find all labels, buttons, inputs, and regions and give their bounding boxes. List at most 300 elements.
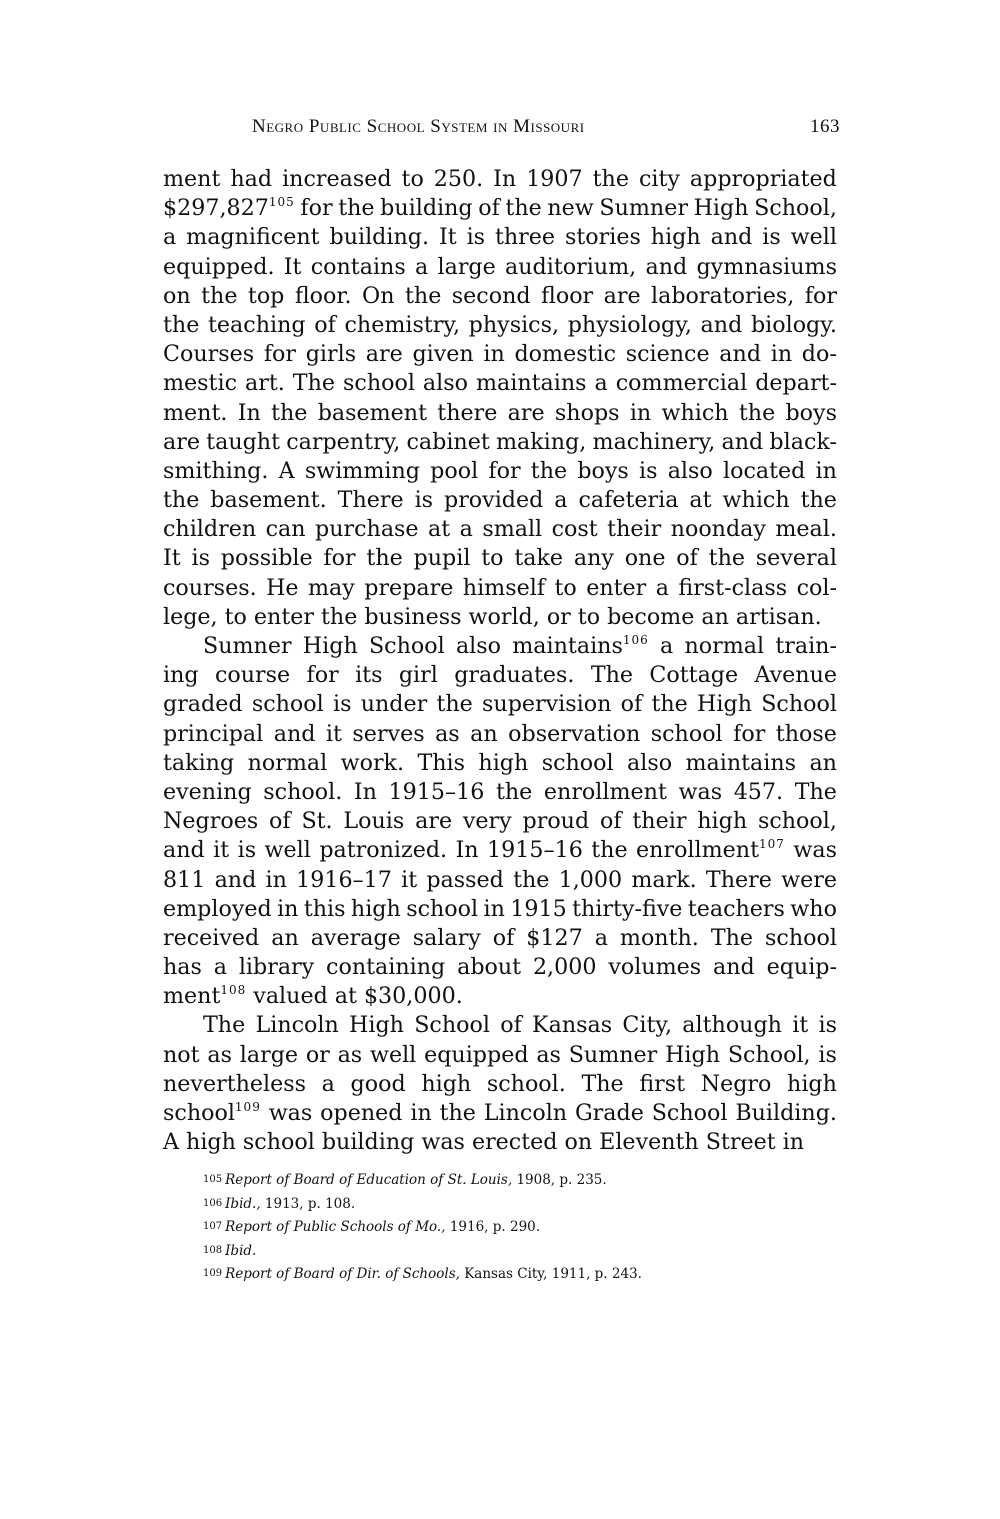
word: take xyxy=(514,545,564,572)
word: at xyxy=(334,983,357,1010)
word: to xyxy=(554,574,577,601)
footnote-number: 105 xyxy=(203,1174,223,1185)
word: A xyxy=(278,457,295,484)
word: equipped xyxy=(424,1041,529,1068)
text-line xyxy=(163,574,837,603)
word: making, xyxy=(495,428,587,455)
word: machinery, xyxy=(592,428,716,455)
word: their xyxy=(607,516,662,543)
word: 1915 xyxy=(510,895,567,922)
word: supervision xyxy=(482,691,612,718)
word: normal xyxy=(684,633,765,659)
word: enter xyxy=(586,574,647,601)
footnote-ref: 105 xyxy=(268,195,295,210)
word: increased xyxy=(282,166,392,192)
word: physics, xyxy=(468,311,560,338)
word: a xyxy=(459,516,473,543)
text-line xyxy=(163,1099,837,1128)
word: this xyxy=(303,895,346,922)
word: is xyxy=(332,691,352,718)
word: school xyxy=(541,749,614,776)
word: children xyxy=(163,516,257,543)
word: and xyxy=(713,954,755,981)
word: city xyxy=(638,166,680,192)
word: high xyxy=(186,1129,236,1156)
word: on xyxy=(564,1129,593,1156)
footnote-number: 108 xyxy=(203,1244,223,1256)
word: first-class xyxy=(678,574,788,601)
word: or xyxy=(546,603,571,630)
word: the xyxy=(530,457,568,484)
word: library xyxy=(238,954,315,981)
word: High xyxy=(349,1012,404,1039)
word: taught xyxy=(206,428,281,455)
word: as xyxy=(337,1041,363,1068)
text-line xyxy=(163,1041,837,1070)
word: a xyxy=(554,487,568,514)
word: to xyxy=(401,166,424,192)
word: Sumner xyxy=(568,1041,658,1068)
word: ment xyxy=(163,166,221,192)
text-line xyxy=(163,544,837,573)
word: shops xyxy=(554,399,620,426)
word: maintains$^{106}$ xyxy=(512,633,649,659)
word: first xyxy=(639,1070,686,1097)
word: swimming xyxy=(304,457,420,484)
word: the xyxy=(591,837,628,864)
word: smithing. xyxy=(163,457,269,484)
word: in xyxy=(815,457,837,484)
word: and xyxy=(700,311,743,338)
word: the xyxy=(404,282,442,309)
word: their xyxy=(632,808,687,835)
word: $127 xyxy=(526,924,583,951)
word: Sumner xyxy=(203,633,292,659)
word: of xyxy=(676,545,698,572)
word: prepare xyxy=(364,574,454,601)
footnote-source: Ibid. xyxy=(225,1242,257,1259)
word: also xyxy=(627,749,673,776)
word: school xyxy=(251,691,324,718)
word: Avenue xyxy=(754,662,837,689)
word: biology. xyxy=(750,311,837,338)
word: Negro xyxy=(700,1070,772,1097)
word: Courses xyxy=(163,341,255,368)
word: col- xyxy=(796,574,837,601)
word: the xyxy=(513,866,550,893)
word: to xyxy=(481,545,504,572)
word: the xyxy=(592,166,629,192)
word: cabinet xyxy=(406,428,490,455)
word: new xyxy=(547,195,594,222)
word: in xyxy=(782,1129,805,1156)
word: train- xyxy=(775,633,837,659)
word: to xyxy=(224,603,247,630)
word: basement xyxy=(317,399,428,426)
word: purchase xyxy=(315,516,419,543)
word: course xyxy=(214,662,291,689)
word: is xyxy=(414,487,434,514)
word: City, xyxy=(622,1012,673,1039)
word: employed xyxy=(163,895,272,922)
word: enrollment xyxy=(543,778,667,805)
text-line xyxy=(163,749,837,778)
word: the xyxy=(338,195,375,222)
text-line xyxy=(163,866,837,895)
word: Kansas xyxy=(532,1012,613,1039)
footnote xyxy=(203,1239,803,1263)
word: provided xyxy=(444,487,544,514)
word: magnificent xyxy=(186,224,320,251)
word: on xyxy=(163,282,191,309)
text-line xyxy=(163,457,837,486)
word: an xyxy=(470,720,498,747)
word: three xyxy=(494,224,556,251)
word: pool xyxy=(430,457,479,484)
word: mestic xyxy=(163,370,237,397)
word: was xyxy=(793,837,837,864)
word: contains xyxy=(310,253,406,280)
word: $297,827$^{105}$ xyxy=(163,195,295,222)
word: the xyxy=(495,778,533,805)
word: pupil xyxy=(413,545,471,572)
word: large xyxy=(437,253,496,280)
text-line xyxy=(163,690,837,719)
word: may xyxy=(308,574,355,601)
word: a xyxy=(655,574,669,601)
word: it xyxy=(401,866,418,893)
word: stories xyxy=(564,224,641,251)
word: girls xyxy=(305,341,357,368)
word: which xyxy=(722,487,790,514)
word: given xyxy=(412,341,474,368)
word: High xyxy=(693,195,749,222)
word: of xyxy=(269,808,291,835)
word: Negroes xyxy=(163,808,259,835)
text-line xyxy=(163,953,837,982)
word: were xyxy=(781,866,837,893)
text-line xyxy=(163,778,837,807)
word: and xyxy=(214,866,257,893)
word: in xyxy=(277,895,299,922)
footnote-number: 109 xyxy=(203,1268,223,1279)
word: It xyxy=(283,253,302,280)
footnote-ref: 107 xyxy=(759,837,785,852)
word: serves xyxy=(352,720,425,747)
word: Cottage xyxy=(649,662,739,689)
paragraph xyxy=(163,1011,837,1157)
word: work. xyxy=(340,749,405,776)
word: floor. xyxy=(294,282,352,309)
word: School xyxy=(368,633,445,659)
word: who xyxy=(790,895,837,922)
word: good xyxy=(350,1070,406,1097)
word: the xyxy=(800,487,837,514)
word: High xyxy=(302,633,358,659)
word: boys xyxy=(577,457,629,484)
word: Eleventh xyxy=(599,1129,699,1156)
word: On xyxy=(362,282,395,309)
word: In xyxy=(493,166,517,192)
text-line xyxy=(163,982,837,1011)
word: maintains xyxy=(475,370,587,397)
text-line xyxy=(163,253,837,282)
word: meal. xyxy=(775,516,837,543)
word: of xyxy=(600,808,622,835)
word: teaching xyxy=(208,311,306,338)
word: A xyxy=(163,1129,180,1156)
word: located xyxy=(722,457,806,484)
text-line xyxy=(163,194,837,223)
word: Louis xyxy=(343,808,405,835)
word: teachers xyxy=(687,895,785,922)
text-line xyxy=(163,369,837,398)
word: high xyxy=(350,895,401,922)
word: it xyxy=(213,837,230,864)
word: The xyxy=(203,1012,246,1039)
running-header xyxy=(252,116,840,146)
word: the xyxy=(651,691,688,718)
word: laboratories, xyxy=(651,282,795,309)
word: 1,000 xyxy=(558,866,623,893)
word: High xyxy=(665,1041,721,1068)
word: thirty-five xyxy=(572,895,683,922)
footnote-ref: 106 xyxy=(622,633,649,647)
word: artisan. xyxy=(735,603,822,630)
word: The xyxy=(581,1070,624,1097)
word: or xyxy=(305,1041,330,1068)
word: is xyxy=(466,224,486,251)
word: school. xyxy=(486,1070,566,1097)
word: in xyxy=(483,341,505,368)
word: had xyxy=(230,166,273,192)
word: do- xyxy=(801,341,837,368)
text-line xyxy=(163,311,837,340)
word: in xyxy=(770,341,793,368)
footnote-source: Report of Public Schools of Mo., xyxy=(225,1219,446,1235)
word: courses. xyxy=(163,574,257,601)
word: School, xyxy=(727,1041,811,1068)
word: well xyxy=(264,837,311,864)
text-line xyxy=(163,486,837,515)
word: observation xyxy=(508,720,641,747)
word: and xyxy=(645,253,688,280)
word: School xyxy=(414,1012,490,1039)
word: possible xyxy=(220,545,313,572)
text-line xyxy=(163,1128,837,1157)
word: for xyxy=(323,545,356,572)
word: of xyxy=(478,195,500,222)
word: nevertheless xyxy=(163,1070,307,1097)
word: the xyxy=(163,311,200,338)
text-line xyxy=(163,603,837,632)
word: was xyxy=(268,1100,313,1126)
word: it xyxy=(792,1012,809,1039)
footnote xyxy=(203,1262,803,1286)
word: and xyxy=(710,224,753,251)
word: Sumner xyxy=(599,195,688,222)
text-line xyxy=(163,428,837,457)
word: in xyxy=(265,866,287,893)
word: the xyxy=(436,691,473,718)
word: boys xyxy=(785,399,837,426)
word: large xyxy=(239,1041,299,1068)
word: The xyxy=(292,370,336,397)
word: school xyxy=(650,720,723,747)
word: graded xyxy=(163,691,243,718)
word: art. xyxy=(244,370,285,397)
word: gymnasiums xyxy=(696,253,837,280)
word: become xyxy=(607,603,695,630)
word: and xyxy=(721,428,764,455)
word: science xyxy=(625,341,710,368)
word: proud xyxy=(522,808,590,835)
word: Grade xyxy=(574,1100,644,1126)
text-line xyxy=(163,340,837,369)
footnote-detail: 1908, p. 235. xyxy=(512,1172,607,1188)
word: Lincoln xyxy=(255,1012,339,1039)
word: lege, xyxy=(163,603,218,630)
footnote-source: Ibid., xyxy=(225,1195,261,1212)
word: school. xyxy=(263,778,343,805)
footnotes xyxy=(203,1168,803,1286)
word: maintains xyxy=(685,749,797,776)
word: its xyxy=(355,662,383,689)
word: St. xyxy=(301,808,333,835)
word: of xyxy=(492,924,515,951)
word: are xyxy=(603,282,641,309)
word: 811 xyxy=(163,866,206,893)
footnote-detail: 1916, p. 290. xyxy=(445,1219,541,1235)
word: an xyxy=(271,924,299,951)
word: chemistry, xyxy=(344,311,461,338)
word: for xyxy=(733,720,766,747)
word: a xyxy=(594,370,608,397)
word: for xyxy=(804,282,837,309)
word: domestic xyxy=(514,341,617,368)
footnote-ref: 109 xyxy=(234,1100,261,1114)
word: also xyxy=(455,633,502,659)
word: It xyxy=(438,224,457,251)
word: The xyxy=(794,778,837,805)
word: In xyxy=(237,399,261,426)
word: top xyxy=(247,282,285,309)
word: is xyxy=(237,837,257,864)
word: 457. xyxy=(733,778,784,805)
text-line xyxy=(163,1011,837,1040)
word: floor xyxy=(541,282,594,309)
word: $30,000. xyxy=(363,983,463,1010)
word: was xyxy=(421,1129,465,1156)
word: is xyxy=(818,1041,837,1068)
word: equipped. xyxy=(163,253,275,280)
word: a xyxy=(659,633,674,659)
word: one xyxy=(624,545,666,572)
footnote-ref: 108 xyxy=(220,983,247,998)
word: school, xyxy=(757,808,837,835)
footnote-detail: Kansas City, 1911, p. 243. xyxy=(459,1266,642,1282)
word: an xyxy=(701,603,729,630)
word: a xyxy=(163,224,177,251)
text-line xyxy=(163,924,837,953)
word: average xyxy=(310,924,401,951)
word: any xyxy=(573,545,614,572)
paragraph xyxy=(163,165,837,632)
word: are xyxy=(365,341,403,368)
word: also xyxy=(667,457,713,484)
word: for xyxy=(488,457,521,484)
word: very xyxy=(462,808,512,835)
word: The xyxy=(590,662,634,689)
text-line xyxy=(163,807,837,836)
word: 2,000 xyxy=(532,954,597,981)
word: ment$^{108}$ xyxy=(163,983,247,1010)
word: is xyxy=(639,457,658,484)
word: in xyxy=(629,399,652,426)
word: building. xyxy=(329,224,430,251)
word: depart- xyxy=(755,370,837,397)
word: school xyxy=(765,924,837,951)
word: School, xyxy=(754,195,837,222)
word: school xyxy=(343,370,415,397)
word: under xyxy=(360,691,428,718)
word: Street xyxy=(705,1129,776,1156)
text-line xyxy=(163,399,837,428)
word: in xyxy=(410,1100,432,1126)
word: evening xyxy=(163,778,252,805)
text-line xyxy=(163,1070,837,1099)
word: of xyxy=(620,691,643,718)
word: carpentry, xyxy=(286,428,401,455)
running-title: Negro Public School System in Missouri xyxy=(252,116,585,137)
word: There xyxy=(337,487,404,514)
word: are xyxy=(415,808,453,835)
word: high xyxy=(478,749,529,776)
word: 1915–16 xyxy=(388,778,485,805)
text-line xyxy=(163,165,837,194)
word: It xyxy=(163,545,181,572)
text-line xyxy=(163,895,837,924)
word: There xyxy=(705,866,772,893)
word: He xyxy=(266,574,299,601)
word: graduates. xyxy=(454,662,575,689)
text-line xyxy=(163,720,837,749)
word: well xyxy=(790,224,837,251)
word: cafeteria xyxy=(578,487,679,514)
word: principal xyxy=(163,720,264,747)
word: high xyxy=(421,1070,472,1097)
footnote-number: 106 xyxy=(203,1197,223,1209)
word: taking xyxy=(163,749,235,776)
body-text xyxy=(163,165,837,1157)
paragraph xyxy=(163,632,837,1011)
word: about xyxy=(457,954,522,981)
word: 250. xyxy=(433,166,484,192)
word: containing xyxy=(326,954,446,981)
word: of xyxy=(500,1012,522,1039)
text-line xyxy=(163,282,837,311)
word: building xyxy=(380,195,473,222)
footnote xyxy=(203,1168,803,1192)
word: cost xyxy=(551,516,598,543)
word: business xyxy=(364,603,462,630)
word: month. xyxy=(619,924,699,951)
word: opened xyxy=(320,1100,403,1126)
word: auditorium, xyxy=(505,253,637,280)
word: girl xyxy=(398,662,438,689)
word: enrollment$^{107}$ xyxy=(636,837,785,864)
word: is xyxy=(818,1012,837,1039)
